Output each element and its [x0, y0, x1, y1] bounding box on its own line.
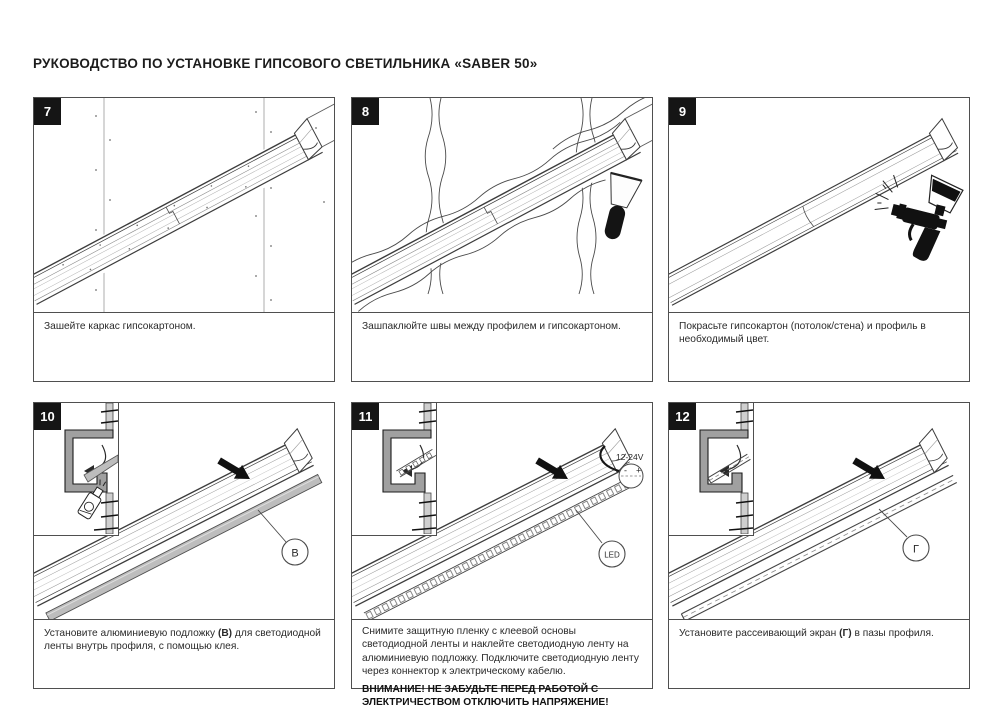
step-12-caption	[668, 620, 970, 689]
step-9-drawing	[668, 97, 970, 313]
step-9-illustration	[669, 98, 969, 312]
polarity-plus: +	[636, 465, 642, 476]
profile-channel	[352, 98, 652, 312]
step-7-drawing	[33, 97, 335, 313]
step-11-caption	[351, 620, 653, 708]
caption-text: Установите алюминиевую подложку	[44, 628, 218, 639]
profile-cross-section	[700, 430, 748, 492]
panel-step-7	[33, 97, 335, 382]
polarity-minus: -	[624, 465, 627, 476]
callout-label: LED	[604, 550, 620, 560]
panel-step-11	[351, 402, 653, 708]
callout-leader	[258, 510, 286, 542]
caption-text: Зашейте каркас гипсокартоном.	[44, 321, 196, 332]
step-8-illustration	[352, 98, 652, 312]
caption-text: Зашпаклюйте швы между профилем и гипсокартоном.	[362, 321, 621, 332]
caption-text: в пазы профиля.	[851, 628, 934, 639]
callout-label: Г	[913, 543, 919, 556]
caption-text: Покрасьте гипсокартон (потолок/стена) и профиль в необходимый цвет.	[679, 321, 926, 346]
step-10-drawing	[33, 402, 335, 620]
profile-channel	[34, 98, 334, 308]
step-number-badge: 10	[34, 403, 61, 430]
step-7-illustration	[34, 98, 334, 312]
putty-knife-icon	[595, 173, 642, 243]
panel-step-12	[668, 402, 970, 689]
callout-leader	[576, 510, 602, 543]
caption-text: Установите рассеивающий экран	[679, 628, 840, 639]
callout-leader	[879, 509, 907, 537]
panel-step-9	[668, 97, 970, 382]
step-number-badge: 9	[669, 98, 696, 125]
step-9-caption	[668, 313, 970, 382]
step-8-caption	[351, 313, 653, 382]
caption-bold-ref: (В)	[217, 628, 233, 639]
panel-step-10	[33, 402, 335, 689]
caption-bold-ref: (Г)	[839, 628, 852, 639]
step-11-drawing	[351, 402, 653, 620]
panel-step-8	[351, 97, 653, 382]
voltage-label: 12-24V	[616, 452, 644, 462]
page-title: РУКОВОДСТВО ПО УСТАНОВКЕ ГИПСОВОГО СВЕТИЛЬНИКА «SABER 50»	[33, 56, 538, 71]
step-12-drawing	[668, 402, 970, 620]
step-8-drawing	[351, 97, 653, 313]
step-number-badge: 11	[352, 403, 379, 430]
step-number-badge: 8	[352, 98, 379, 125]
step-7-caption	[33, 313, 335, 382]
profile-cross-section	[65, 430, 113, 492]
caption-warning: ВНИМАНИЕ! НЕ ЗАБУДЬТЕ ПЕРЕД РАБОТОЙ С ЭЛЕКТРИЧЕСТВОМ ОТКЛЮЧИТЬ НАПРЯЖЕНИЕ!	[362, 683, 609, 708]
step-number-badge: 7	[34, 98, 61, 125]
step-number-badge: 12	[669, 403, 696, 430]
caption-text: Снимите защитную пленку с клеевой основы светодиодной ленты и наклейте светодиодную ленту на алюминиевую подложку. Подключите светодиодную ленту через коннектор к электрическому кабелю.	[362, 626, 639, 678]
callout-label: В	[291, 547, 299, 560]
step-10-caption	[33, 620, 335, 689]
caption-text: для светодиодной ленты внутрь профиля, с помощью клея.	[44, 628, 321, 653]
diffuser-screen	[708, 454, 751, 483]
